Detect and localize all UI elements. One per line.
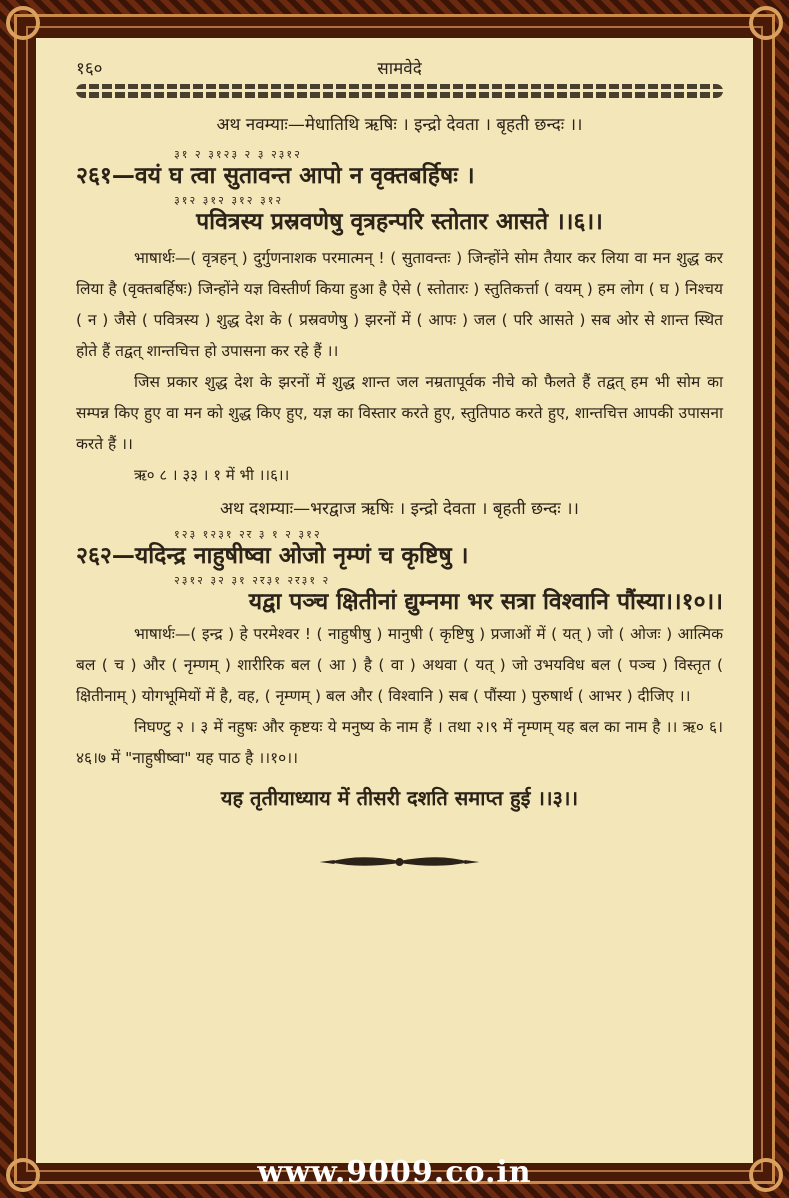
mantra-262-block — [76, 529, 723, 617]
mantra-262-line-1: २६२—यदिन्द्र नाहुषीष्वा ओजो नृम्णं च कृष्टिषु । — [76, 543, 469, 569]
corner-ornament-icon — [6, 6, 40, 40]
closing-ornament-icon — [76, 849, 723, 875]
mantra-261-line-1: २६१—वयं घ त्वा सुतावन्त आपो न वृक्तबर्हिषः । — [76, 163, 475, 189]
mantra-261-translation: भाषार्थः—( वृत्रहन् ) दुर्गुणनाशक परमात्मन् ! ( सुतावन्तः ) जिन्होंने सोम तैयार कर लिया वा मन शुद्ध कर लिया है (वृक्तबर्हिषः) जिन्होंने यज्ञ विस्तीर्ण किया हुआ है ऐसे ( स्तोतारः ) स्तुतिकर्त्ता ( वयम् ) हम लोग ( घ ) निश्चय ( न ) जैसे ( पवित्रस्य ) शुद्ध देश के ( प्रस्रवणेषु ) झरनों में ( आपः ) जल ( परि आसते ) सब ओर से शान्त स्थित होते हैं तद्वत् शान्तचित्त हो उपासना कर रहे हैं ।। — [76, 249, 723, 360]
mantra-261-reference: ऋ० ८ । ३३ । १ में भी ।।६।। — [134, 466, 290, 484]
mantra-261-block — [76, 149, 723, 237]
mantra-261-line-2: पवित्रस्य प्रस्रवणेषु वृत्रहन्परि स्तोतार आसते ।।६।। — [196, 209, 603, 235]
book-page — [36, 38, 753, 1163]
page-header — [76, 56, 723, 80]
accent-marks: ३१ २ ३१२३ २ ३ २३१२ — [174, 148, 302, 161]
accent-marks: ३१२ ३१२ ३१२ ३१२ — [174, 194, 284, 207]
mantra-261-seer-line: अथ नवम्याः—मेधातिथि ऋषिः । इन्द्रो देवता । बृहती छन्दः ।। — [216, 115, 583, 135]
page-number: १६० — [76, 59, 103, 79]
page-title: सामवेदे — [377, 59, 422, 79]
footer-website-url: www.9009.co.in — [257, 1155, 532, 1190]
corner-ornament-icon — [749, 6, 783, 40]
header-divider — [76, 84, 723, 98]
mantra-262-translation: भाषार्थः—( इन्द्र ) हे परमेश्वर ! ( नाहुषीषु ) मानुषी ( कृष्टिषु ) प्रजाओं में ( यत् ) जो ( ओजः ) आत्मिक बल ( च ) और ( नृम्णम् ) शारीरिक बल ( आ ) है ( वा ) अथवा ( यत् ) जो उभयविध बल ( पञ्च ) विस्तृत ( क्षितीनाम् ) योगभूमियों में है, वह, ( नृम्णम् ) बल और ( विश्वानि ) सब ( पौंस्या ) पुरुषार्थ ( आभर ) दीजिए ।। — [76, 625, 723, 705]
mantra-262-note: निघण्टु २ । ३ में नहुषः और कृष्टयः ये मनुष्य के नाम हैं । तथा २।९ में नृम्णम् यह बल का नाम है ।। ऋ० ६।४६।७ में "नाहुषीष्वा" यह पाठ है ।।१०।। — [76, 718, 723, 767]
mantra-262-seer-line: अथ दशम्याः—भरद्वाज ऋषिः । इन्द्रो देवता । बृहती छन्दः ।। — [220, 499, 579, 519]
section-closing-line: यह तृतीयाध्याय में तीसरी दशति समाप्त हुई ।।३।। — [220, 786, 579, 810]
accent-marks: २३१२ ३२ ३१ २र३१ २र३१ २ — [174, 574, 331, 587]
accent-marks: १२३ १२३१ २र ३ १ २ ३१२ — [174, 528, 322, 541]
mantra-261-explanation: जिस प्रकार शुद्ध देश के झरनों में शुद्ध शान्त जल नम्रतापूर्वक नीचे को फैलते हैं तद्वत् हम भी सोम का सम्पन्न किए हुए वा मन को शुद्ध किए हुए, यज्ञ का विस्तार करते हुए, स्तुतिपाठ करते हुए, शान्तचित्त आपकी उपासना करते हैं ।। — [76, 373, 723, 453]
mantra-262-line-2: यद्वा पञ्च क्षितीनां द्युम्नमा भर सत्रा विश्वानि पौंस्या।।१०।। — [248, 589, 723, 615]
